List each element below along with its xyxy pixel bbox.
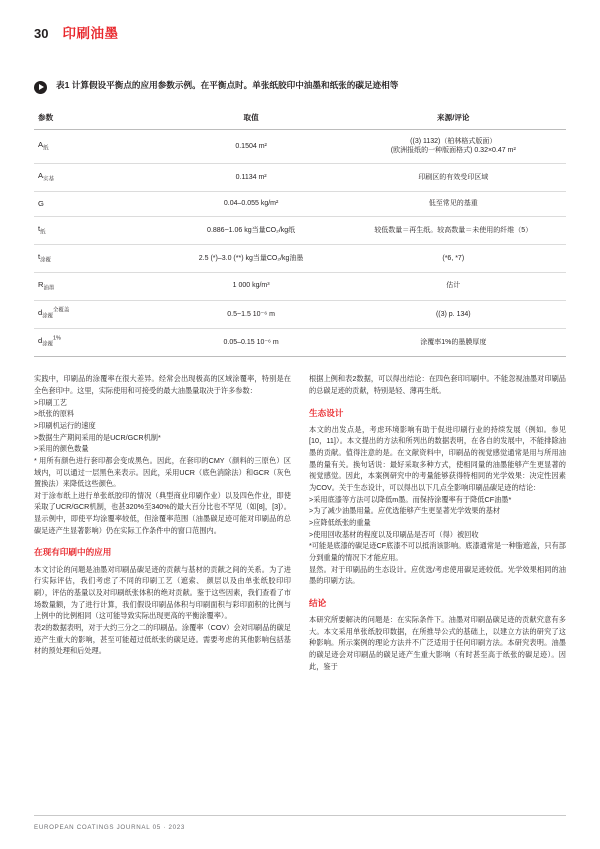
left-para-2: * 用所有颜色进行套印都会变成黑色。因此，在套印的CMY（颜料的三原色）区域内，可以通过一层黑色来表示。因此，采用UCR（底色消除法）和GCR（灰色置换法）来降低这些颜色。	[34, 455, 291, 489]
page-header	[34, 0, 566, 42]
table-row	[34, 130, 566, 164]
table-row	[34, 300, 566, 328]
right-para-5: 本研究所要解决的问题是：在实际条件下。油墨对印刷品碳足迹的贡献究意有多大。本文采用单张纸胶印数据，在所推导公式的基础上，以建立方法的研究了这种影响。所示案例的理论方法并不广泛适用于任何印刷方法。本研究表明。油墨的碳足迹会对印刷品的碳足迹产生重大影响（有时甚至高于纸张的碳足迹）。因此，鉴于	[309, 615, 566, 671]
cell-source: ((3) 1132)（柏林格式版面） (欧洲报纸的一种版面格式) 0.32×0.47 m²	[343, 130, 566, 164]
list-item: >使用回收基材的程度以及印刷品是否可（得）被回收	[309, 529, 479, 539]
play-arrow-icon	[34, 81, 47, 94]
table-row	[34, 163, 566, 191]
cell-parameter: $R_{油墨}$	[34, 272, 162, 300]
cell-value: 0.04–0.055 kg/m²	[162, 191, 343, 216]
page-title: 印刷油墨	[62, 26, 119, 41]
right-para-1: 根据上例和表2数据，可以得出结论：在四色套印印刷中。不能忽视油墨对印刷品的总碳足迹的贡献，特别是轻、薄再生纸。	[309, 374, 566, 395]
cell-source: 估计	[343, 272, 566, 300]
column-header-parameter: 参数	[34, 106, 162, 130]
table-row	[34, 328, 566, 356]
parameters-table	[34, 106, 566, 357]
list-item: >为了减少油墨用量。应优选能够产生更显著光学效果的基材	[309, 506, 501, 516]
table-row	[34, 217, 566, 245]
list-item: >应降低纸张的重量	[309, 517, 371, 527]
cell-parameter: $A_{实基}$	[34, 163, 162, 191]
table-row	[34, 272, 566, 300]
right-column	[309, 373, 566, 672]
left-para-3: 对于涂布纸上进行单张纸胶印的情况（典型商业印刷作业）以及四色作业，即使采取了UCR/GCR机制，也甚320%至340%的最大百分比也不罕见（如[8]，[3]）。显示例中，即使平均涂覆率较低，但涂覆率范围（油墨碳足迹可能对印刷品的总碳足迹产生显著影响）仍在实际工作条件中的窗口范围内。	[34, 490, 291, 535]
cell-parameter: $t_纸$	[34, 217, 162, 245]
table-caption	[34, 80, 566, 94]
table-caption-text: 表1 计算假设平衡点的应用参数示例。在平衡点时。单张纸胶印中油墨和纸张的碳足迹相等	[56, 80, 399, 90]
footer-text: EUROPEAN COATINGS JOURNAL 05 · 2023	[34, 824, 186, 831]
page-number: 30	[34, 26, 49, 41]
left-para-1: 实践中，印刷品的涂覆率在很大差异。经常会出现极高的区域涂覆率，特别是在全色套印中。这里，实际使用和可接受的最大油墨量取决于许多参数：	[34, 374, 291, 395]
right-para-2: 本文的出发点是，考虑环境影响有助于促进印刷行业的持续发展（例如。参见[10，11]）。本文提出的方法和所列出的数据表明，在各自的发展中，不能排除油墨的贡献。值得注意的是。在文献资料中，印刷品的视觉感觉通常是用与所用油墨的量有关。换句话说：最好采取多种方式，使相同量的油墨能够产生更显著的视觉感觉。因此，本案例研究中的考量能够获得特相同的光学效果：决定性因素为COV。关于生态设计，可以得出以下几点全影响印刷品碳足迹的结论：	[309, 424, 566, 493]
cell-parameter: $A_纸$	[34, 130, 162, 164]
table-header-row	[34, 106, 566, 130]
cell-source: 涂覆率1%的墨膜厚度	[343, 328, 566, 356]
cell-value: 0.1134 m²	[162, 163, 343, 191]
right-para-4: 显然。对于印刷品的生态设计。应优选/考虑使用碳足迹较低。光学效果相同的油墨的印刷方法。	[309, 564, 566, 586]
cell-value: 0.886~1.06 kg当量CO₂/kg纸	[162, 217, 343, 245]
cell-source: 较低数量＝再生纸。较高数量＝未使用的纤维（5）	[343, 217, 566, 245]
list-item: >采用的颜色数量	[34, 444, 89, 454]
section-heading-application: 在现有印刷中的应用	[34, 547, 112, 558]
list-item: >纸张的原料	[34, 409, 75, 419]
left-list	[34, 397, 291, 455]
cell-source: (*6, *7)	[343, 244, 566, 272]
cell-value: 1 000 kg/m³	[162, 272, 343, 300]
cell-value: 0.5~1.5 10⁻⁶ m	[162, 300, 343, 328]
left-column	[34, 373, 291, 672]
footer-divider	[34, 815, 566, 816]
list-item: >印刷机运行的速度	[34, 420, 96, 430]
table-row	[34, 191, 566, 216]
right-list	[309, 494, 566, 541]
table-row	[34, 244, 566, 272]
column-header-source: 来源/评论	[343, 106, 566, 130]
list-item: >采用底漆等方法可以降低m墨。而保持涂覆率有于降低CF油墨*	[309, 494, 512, 504]
table-body	[34, 130, 566, 357]
cell-parameter: G	[34, 191, 162, 216]
left-para-5: 表2的数据表明，对于大约三分之二的印刷品。涂覆率（COV）会对印刷品的碳足迹产生重大的影响，甚至可能超过低纸张的碳足迹。需要考虑的其他影响包括基材的预处理和后处理。	[34, 622, 291, 656]
cell-source: ((3) p. 134)	[343, 300, 566, 328]
cell-source: 印刷区的有效受印区域	[343, 163, 566, 191]
column-header-value: 取值	[162, 106, 343, 130]
cell-source: 低至常见的基重	[343, 191, 566, 216]
cell-parameter: $d_{涂覆}^{1\%}$	[34, 328, 162, 356]
body-columns	[34, 373, 566, 672]
cell-value: 2.5 (*)–3.0 (**) kg当量CO₂/kg油墨	[162, 244, 343, 272]
section-heading-conclusion: 结论	[309, 597, 327, 608]
cell-value: 0.1504 m²	[162, 130, 343, 164]
cell-parameter: $d_{涂覆}^{全覆盖}$	[34, 300, 162, 328]
section-heading-ecodesign: 生态设计	[309, 407, 344, 418]
left-para-4: 本文讨论的问题是油墨对印刷品碳足迹的贡献与基材的贡献之间的关系。为了进行实际评估，我们考虑了不同的印刷工艺（遮索、 颜层以及由单张纸胶印印刷），评估的基量以及对印刷纸张体积的绝对贡献。鉴于这些因素，我们查看了市场数量额，为了进行计算，我们假设印刷品体积与印刷面积与彩印面积的比例与上例中的比例相同（这可能导致实际出现更高的平衡涂覆率）。	[34, 564, 291, 621]
cell-value: 0.05–0.15 10⁻⁶ m	[162, 328, 343, 356]
cell-parameter: $t_{涂覆}$	[34, 244, 162, 272]
right-para-3: *可能是底漆的碳足迹CF底漆不可以抵消该影响。底漆通常是一种脂遮盖，只有部分到重量的情况下才能应用。	[309, 541, 566, 562]
list-item: >数据生产期间采用的是UCR/GCR机制*	[34, 432, 161, 442]
list-item: >印刷工艺	[34, 397, 67, 407]
